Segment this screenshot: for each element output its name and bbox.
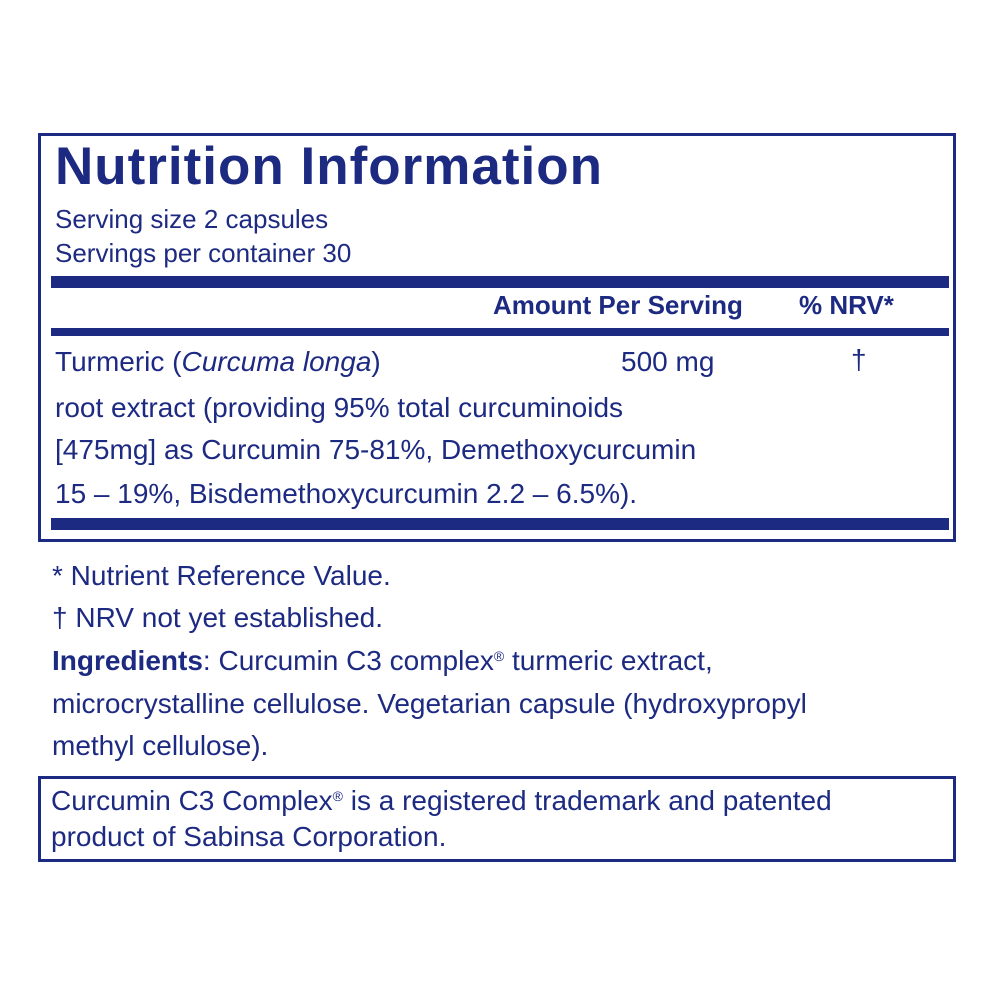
trademark-notice-box	[38, 776, 956, 862]
ingredients-text-start: : Curcumin C3 complex	[202, 645, 494, 676]
amount-per-serving-header: Amount Per Serving	[493, 290, 743, 320]
servings-per-container: Servings per container 30	[55, 238, 352, 268]
registered-mark: ®	[493, 648, 505, 664]
nutrition-panel	[38, 133, 956, 542]
panel-bottom-rule	[51, 518, 949, 530]
trademark-line-2: product of Sabinsa Corporation.	[51, 821, 447, 852]
ingredients-text-end: turmeric extract,	[504, 645, 713, 676]
nrv-header: % NRV*	[799, 290, 894, 320]
trademark-registered-mark: ®	[332, 788, 343, 804]
dagger-footnote: † NRV not yet established.	[52, 602, 384, 633]
nrv-footnote: * Nutrient Reference Value.	[52, 560, 391, 591]
ingredients-label: Ingredients	[52, 645, 203, 676]
header-bottom-rule	[51, 328, 949, 336]
trademark-line-1	[51, 787, 832, 815]
ingredients-line-3: methyl cellulose).	[52, 730, 269, 761]
ingredients-line-1	[52, 647, 713, 675]
ingredient-description-line-4: 15 – 19%, Bisdemethoxycurcumin 2.2 – 6.5%).	[55, 478, 638, 509]
ingredient-name	[55, 348, 381, 376]
ingredient-nrv: †	[851, 344, 867, 375]
ingredient-latin-name: Curcuma longa	[181, 346, 372, 377]
ingredient-name-prefix: Turmeric (	[55, 346, 182, 377]
ingredient-name-suffix: )	[371, 346, 381, 377]
trademark-text-start: Curcumin C3 Complex	[51, 785, 333, 816]
ingredient-amount: 500 mg	[621, 346, 715, 377]
ingredient-description-line-2: root extract (providing 95% total curcuminoids	[55, 392, 624, 423]
panel-title: Nutrition Information	[55, 137, 603, 196]
serving-size: Serving size 2 capsules	[55, 204, 329, 234]
ingredients-line-2: microcrystalline cellulose. Vegetarian capsule (hydroxypropyl	[52, 688, 807, 719]
trademark-text-end: is a registered trademark and patented	[342, 785, 832, 816]
ingredient-description-line-3: [475mg] as Curcumin 75-81%, Demethoxycurcumin	[55, 434, 697, 465]
header-top-rule	[51, 276, 949, 288]
